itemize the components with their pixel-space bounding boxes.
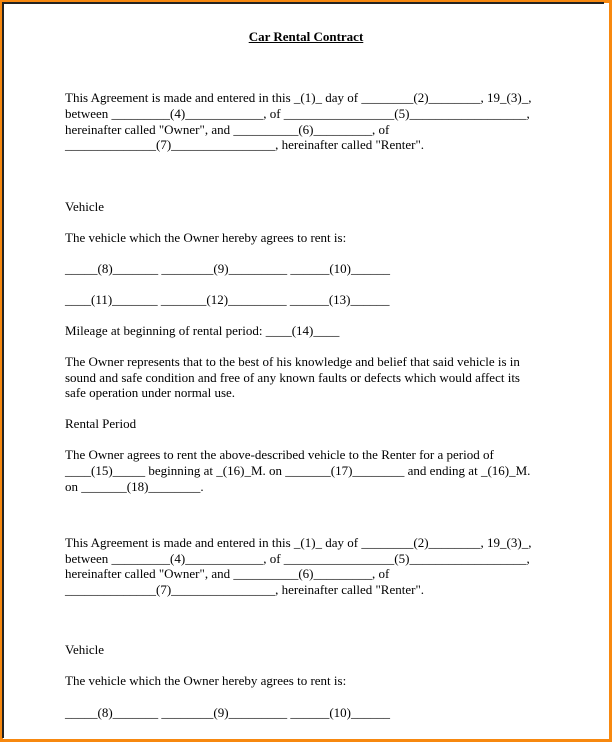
intro-line: hereinafter called "Owner", and __________(6)_________, of [65,566,390,581]
mileage-line: Mileage at beginning of rental period: ____(14)____ [65,323,340,338]
owner-represents-line: The Owner represents that to the best of his knowledge and belief that said vehicle is in [65,354,520,369]
intro-line: hereinafter called "Owner", and __________(6)_________, of [65,122,390,137]
intro-line: between _________(4)____________, of _________________(5)__________________, [65,551,530,566]
intro-line: ______________(7)________________, hereinafter called "Renter". [65,582,424,597]
intro-line: between _________(4)____________, of _________________(5)__________________, [65,106,530,121]
vehicle-heading: Vehicle [65,642,104,657]
vehicle-heading: Vehicle [65,199,104,214]
document-title: Car Rental Contract [248,29,364,44]
rental-period-heading: Rental Period [65,416,137,431]
rental-text-line: ____(15)_____ beginning at _(16)_M. on _______(17)________ and ending at _(16)_M. [65,463,531,478]
intro-line: This Agreement is made and entered in this _(1)_ day of ________(2)________, 19_(3)_, [65,90,532,105]
intro-line: ______________(7)________________, hereinafter called "Renter". [65,137,424,152]
vehicle-text: The vehicle which the Owner hereby agrees to rent is: [65,673,347,688]
vehicle-blanks-row: ____(11)_______ _______(12)_________ ______(13)______ [65,292,390,307]
intro-line: This Agreement is made and entered in this _(1)_ day of ________(2)________, 19_(3)_, [65,535,532,550]
rental-text-line: The Owner agrees to rent the above-described vehicle to the Renter for a period of [65,447,494,462]
owner-represents-line: safe operation under normal use. [65,385,236,400]
rental-text-line: on _______(18)________. [65,479,204,494]
vehicle-text: The vehicle which the Owner hereby agrees to rent is: [65,230,347,245]
owner-represents-line: sound and safe condition and free of any known faults or defects which would affect its [65,370,520,385]
vehicle-blanks-row: _____(8)_______ ________(9)_________ ______(10)______ [65,261,390,276]
vehicle-blanks-row: _____(8)_______ ________(9)_________ ______(10)______ [65,705,390,720]
